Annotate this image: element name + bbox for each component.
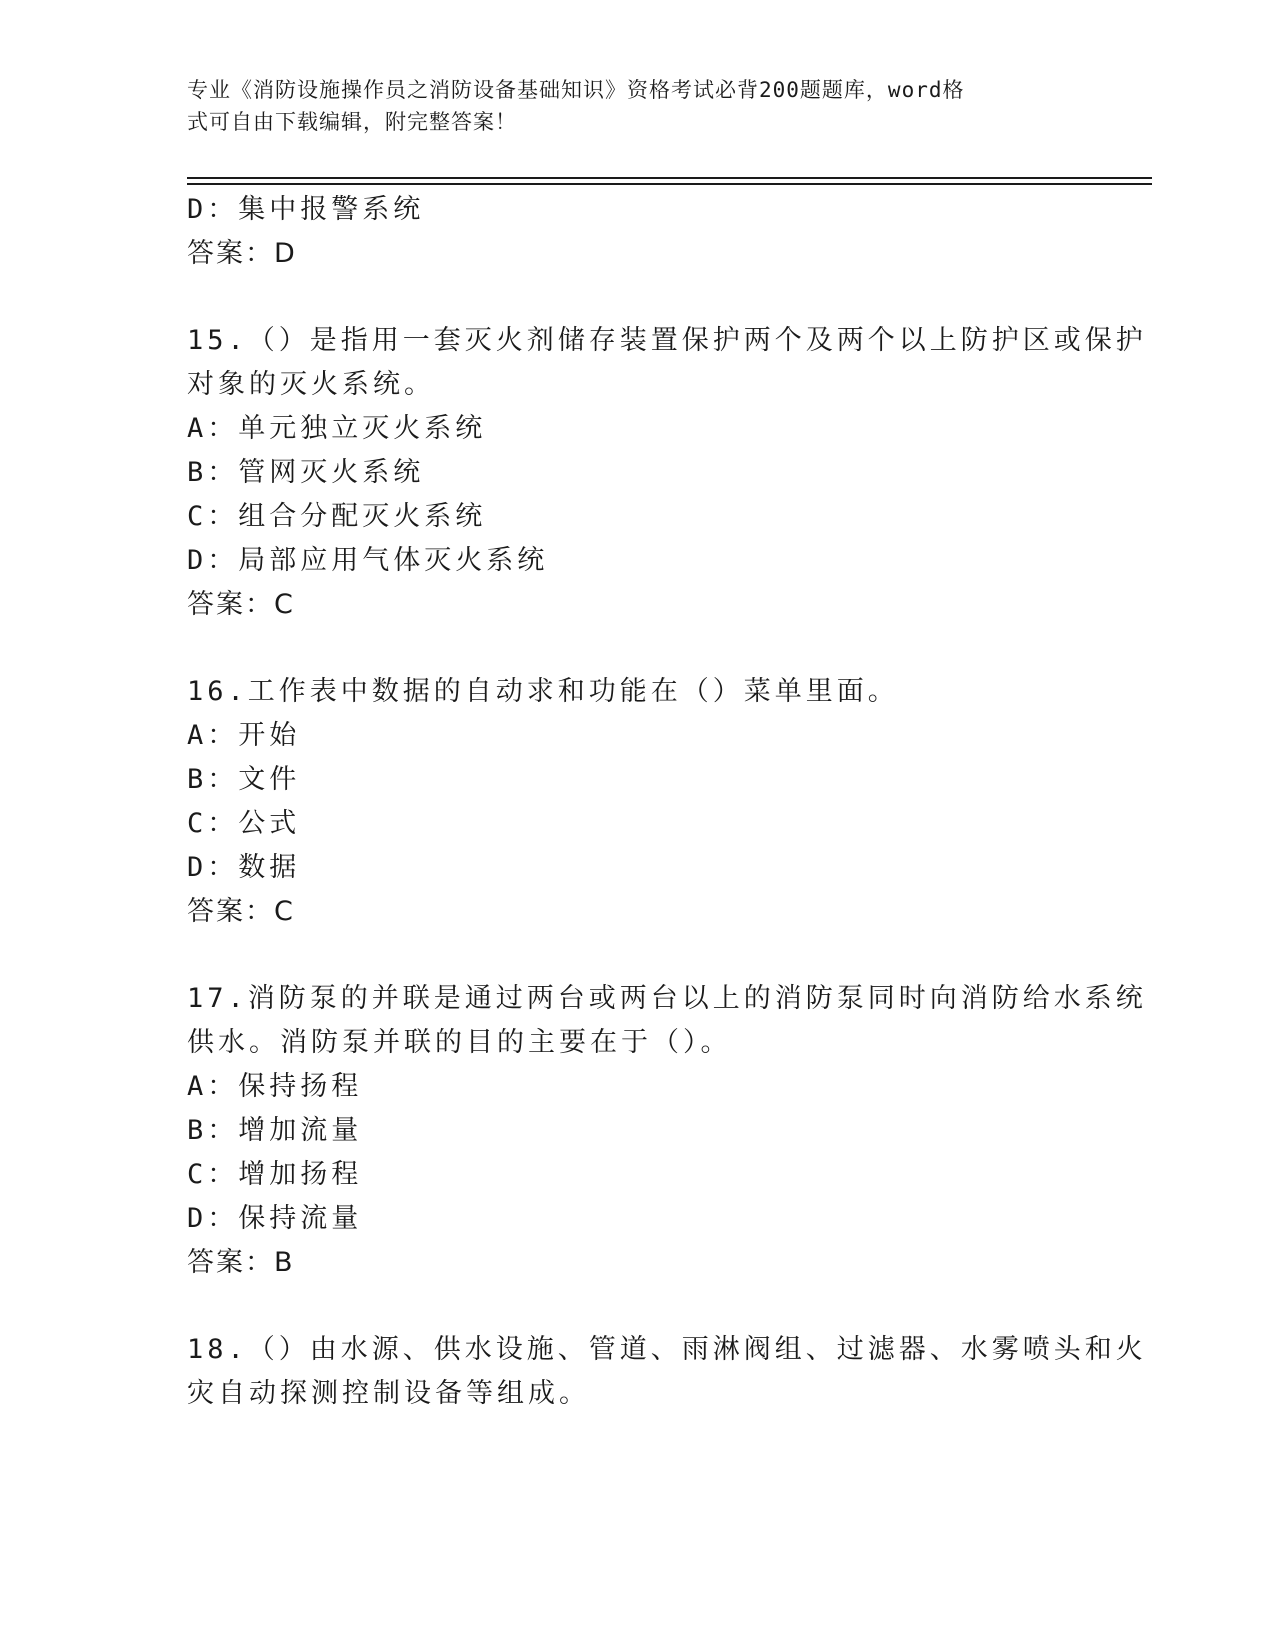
q15-answer: 答案：C xyxy=(187,589,295,620)
q17-answer: 答案：B xyxy=(187,1247,295,1278)
q16-option-c: C：公式 xyxy=(187,808,301,839)
q16-option-a: A：开始 xyxy=(187,720,301,751)
header-line-2: 式可自由下载编辑，附完整答案！ xyxy=(187,110,517,134)
header-line-1: 专业《消防设施操作员之消防设备基础知识》资格考试必背200题题库，word格 xyxy=(187,78,965,102)
q16-stem-line-1: 16.工作表中数据的自动求和功能在（）菜单里面。 xyxy=(187,676,899,707)
q15-option-a: A：单元独立灭火系统 xyxy=(187,413,487,444)
q16-option-b: B：文件 xyxy=(187,764,301,795)
q15-option-b: B：管网灭火系统 xyxy=(187,457,425,488)
q15-option-d: D：局部应用气体灭火系统 xyxy=(187,545,549,576)
q15-stem-line-2: 对象的灭火系统。 xyxy=(187,369,435,400)
q18-stem-line-2: 灾自动探测控制设备等组成。 xyxy=(187,1378,590,1409)
q17-option-c: C：增加扬程 xyxy=(187,1159,363,1190)
header-divider-bottom xyxy=(187,183,1152,185)
prev-option-d: D：集中报警系统 xyxy=(187,194,425,225)
q16-option-d: D：数据 xyxy=(187,852,301,883)
q15-option-c: C：组合分配灭火系统 xyxy=(187,501,487,532)
q17-option-a: A：保持扬程 xyxy=(187,1071,363,1102)
prev-answer: 答案：D xyxy=(187,238,297,269)
q17-stem-line-2: 供水。消防泵并联的目的主要在于（）。 xyxy=(187,1027,732,1058)
q17-option-b: B：增加流量 xyxy=(187,1115,363,1146)
header-divider-top xyxy=(187,177,1152,179)
q16-answer: 答案：C xyxy=(187,896,295,927)
document-header xyxy=(187,74,1067,138)
q18-stem-line-1: 18.（）由水源、供水设施、管道、雨淋阀组、过滤器、水雾喷头和火 xyxy=(187,1334,1147,1365)
q15-stem-line-1: 15.（）是指用一套灭火剂储存装置保护两个及两个以上防护区或保护 xyxy=(187,325,1147,356)
q17-stem-line-1: 17.消防泵的并联是通过两台或两台以上的消防泵同时向消防给水系统 xyxy=(187,983,1147,1014)
q17-option-d: D：保持流量 xyxy=(187,1203,363,1234)
